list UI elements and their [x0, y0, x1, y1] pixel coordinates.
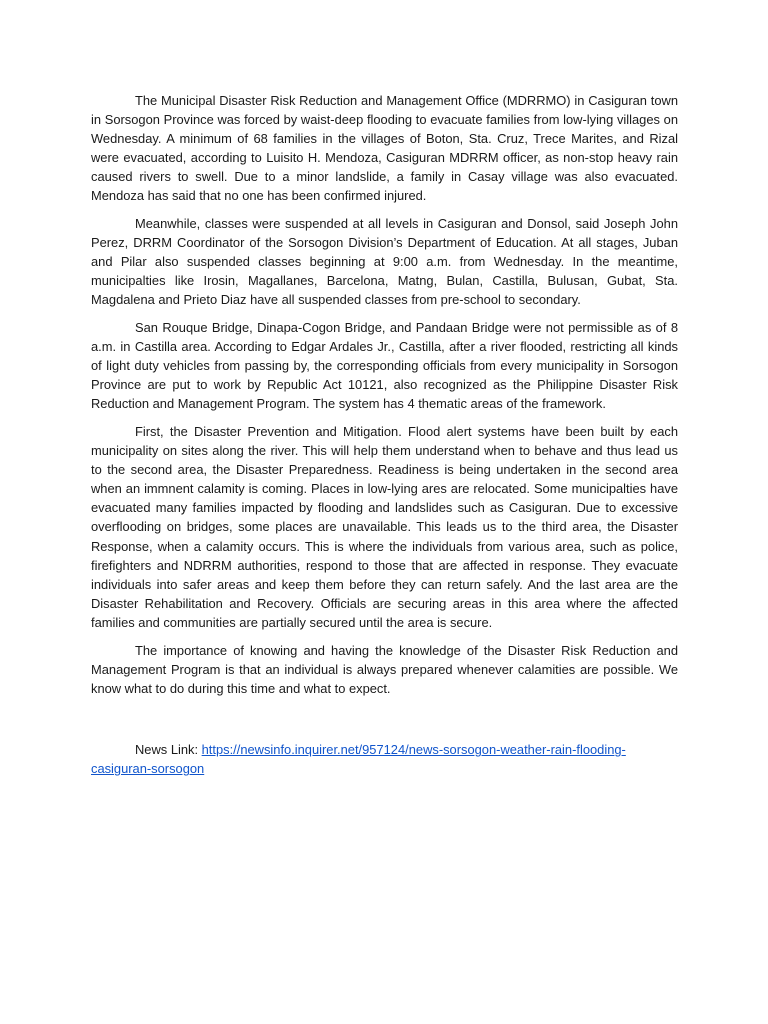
- paragraph-thematic-areas: First, the Disaster Prevention and Mitigation. Flood alert systems have been built by each municipality on sites along the river. This will help them understand when to behave and thus lead us to the second area, the Disaster Preparedness. Readiness is being undertaken in the second area when an immnent calamity is coming. Places in low-lying ares are relocated. Some municipalties have evacuated many families impacted by flooding and landslides such as Casiguran. Due to excessive overflooding on bridges, some places are unavailable. This leads us to the third area, the Disaster Response, when a calamity occurs. This is where the individuals from various area, such as police, firefighters and NDRRM authorities, respond to those that are affected in response. They evacuate individuals into safer areas and keep them before they can return safely. And the last area are the Disaster Rehabilitation and Recovery. Officials are securing areas in this area where the affected families and communities are partially secured until the area is secure.: [91, 424, 678, 630]
- document-body: [91, 91, 678, 779]
- news-link-label: News Link:: [135, 742, 202, 758]
- paragraph-bridges-republic-act: San Rouque Bridge, Dinapa-Cogon Bridge, and Pandaan Bridge were not permissible as of 8 a.m. in Castilla area. According to Edgar Ardales Jr., Castilla, after a river flooded, restricting all kinds of light duty vehicles from passing by, the corresponding officials from every municipality in Sorsogon Province are put to work by Republic Act 10121, also recognized as the Philippine Disaster Risk Reduction and Management Program. The system has 4 thematic areas of the framework.: [91, 320, 678, 412]
- paragraph-importance: The importance of knowing and having the knowledge of the Disaster Risk Reduction and Management Program is that an individual is always prepared whenever calamities are possible. We know what to do during this time and what to expect.: [91, 642, 678, 696]
- paragraph-mdrrmo-evacuation: The Municipal Disaster Risk Reduction and Management Office (MDRRMO) in Casiguran town in Sorsogon Province was forced by waist-deep flooding to evacuate families from low-lying villages on Wednesday. A minimum of 68 families in the villages of Boton, Sta. Cruz, Trece Marites, and Rizal were evacuated, according to Luisito H. Mendoza, Casiguran MDRRM officer, as non-stop heavy rain caused rivers to swell. Due to a minor landslide, a family in Casay village was also evacuated. Mendoza has said that no one has been confirmed injured.: [91, 93, 678, 204]
- blank-line: [91, 706, 678, 740]
- news-link-line: [91, 740, 678, 778]
- paragraph-class-suspension: Meanwhile, classes were suspended at all levels in Casiguran and Donsol, said Joseph John Perez, DRRM Coordinator of the Sorsogon Division’s Department of Education. At all stages, Juban and Pilar also suspended classes beginning at 9:00 a.m. from Wednesday. In the meantime, municipalties like Irosin, Magallanes, Barcelona, Matng, Bulan, Castilla, Bulusan, Gubat, Sta. Magdalena and Prieto Diaz have all suspended classes from pre-school to secondary.: [91, 216, 678, 308]
- news-link-url[interactable]: https://newsinfo.inquirer.net/957124/news-sorsogon-weather-rain-flooding-casiguran-sorsogon: [91, 742, 626, 777]
